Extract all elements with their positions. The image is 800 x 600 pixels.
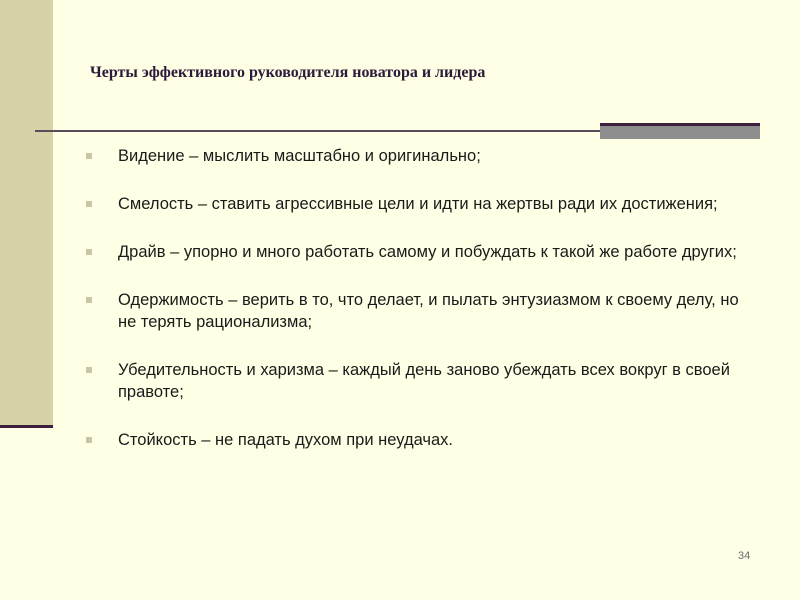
bullet-item-persuasion (86, 359, 746, 403)
square-bullet-icon (86, 367, 92, 373)
bullet-text: Смелость – ставить агрессивные цели и идти на жертвы ради их достижения; (118, 195, 718, 213)
square-bullet-icon (86, 437, 92, 443)
square-bullet-icon (86, 297, 92, 303)
side-decor-bar (0, 0, 53, 425)
square-bullet-icon (86, 153, 92, 159)
bullet-item-drive (86, 241, 746, 263)
bullet-text: Убедительность и харизма – каждый день заново убеждать всех вокруг в своей правоте; (118, 361, 730, 401)
bullet-item-courage (86, 193, 746, 215)
square-bullet-icon (86, 201, 92, 207)
bullet-item-vision (86, 145, 746, 167)
page-number: 34 (738, 550, 751, 562)
title-divider (35, 130, 600, 132)
bullet-text: Одержимость – верить в то, что делает, и пылать энтузиазмом к своему делу, но не терять рационализма; (118, 291, 739, 331)
bullet-text: Стойкость – не падать духом при неудачах. (118, 431, 453, 449)
bullet-item-resilience (86, 429, 746, 451)
bullet-list (86, 145, 746, 477)
divider-accent-line (600, 123, 760, 126)
square-bullet-icon (86, 249, 92, 255)
slide-title: Черты эффективного руководителя новатора и лидера (90, 64, 486, 81)
side-decor-bar-underline (0, 425, 53, 428)
bullet-text: Драйв – упорно и много работать самому и побуждать к такой же работе других; (118, 243, 737, 261)
bullet-text: Видение – мыслить масштабно и оригинально; (118, 147, 481, 165)
bullet-item-obsession (86, 289, 746, 333)
